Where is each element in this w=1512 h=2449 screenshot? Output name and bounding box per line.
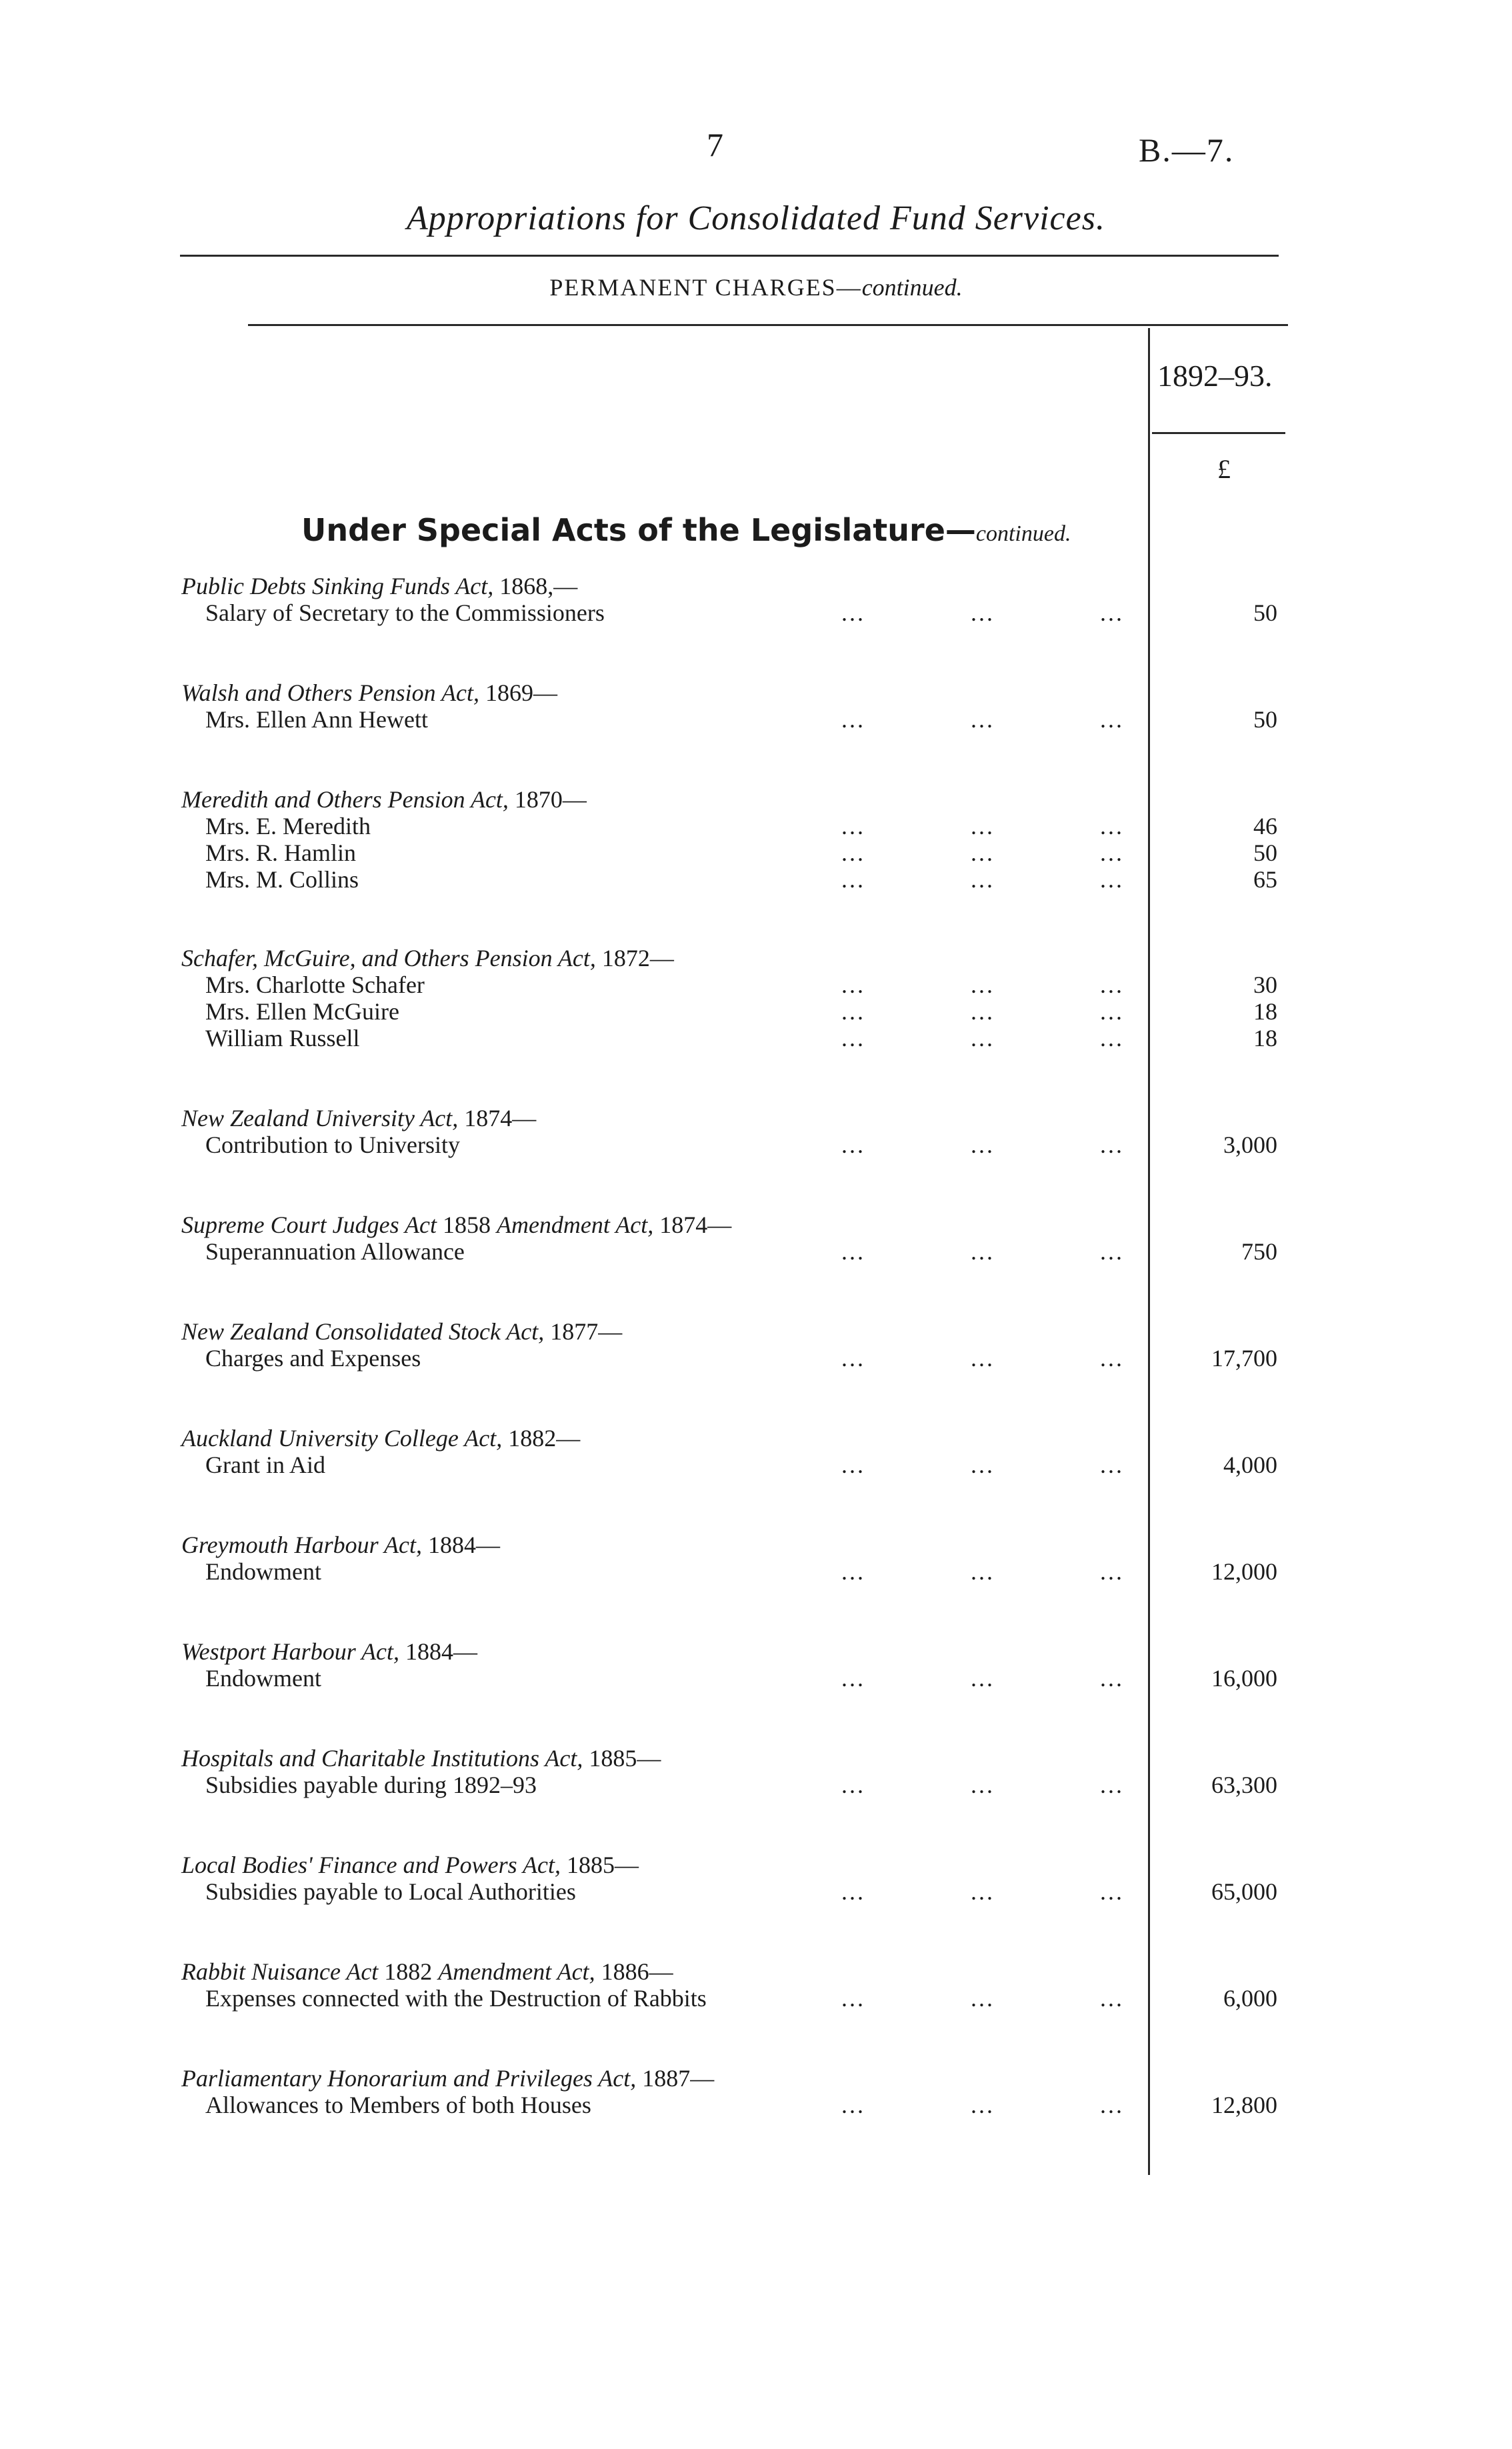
- leader-dots: ...: [971, 2092, 995, 2118]
- act-title: [181, 944, 674, 972]
- section-heading-continued: continued.: [975, 521, 1071, 546]
- leader-dots: ...: [841, 1985, 865, 2012]
- leader-dots: ...: [1100, 706, 1124, 733]
- act-title-italic: Schafer, McGuire, and Others Pension Act,: [181, 945, 596, 971]
- item-amount: 16,000: [1211, 1665, 1277, 1692]
- leader-dots: ...: [1100, 998, 1124, 1025]
- leader-dots: ...: [971, 1025, 995, 1051]
- leader-dots: ...: [1100, 1878, 1124, 1905]
- item-amount: 63,300: [1211, 1772, 1277, 1798]
- act-title-text: 1869—: [479, 679, 557, 706]
- leader-dots: ...: [971, 998, 995, 1025]
- act-title: [181, 785, 587, 813]
- item-amount: 3,000: [1223, 1131, 1277, 1158]
- leader-dots: ...: [841, 1452, 865, 1478]
- item-label: Salary of Secretary to the Commissioners: [205, 599, 605, 626]
- leader-dots: ...: [841, 971, 865, 998]
- year-column-heading: 1892–93.: [1157, 359, 1273, 393]
- leader-dots: ...: [1100, 1238, 1124, 1265]
- item-amount: 46: [1253, 813, 1277, 839]
- item-label: Mrs. R. Hamlin: [205, 839, 357, 866]
- item-label: Allowances to Members of both Houses: [205, 2092, 591, 2118]
- act-title: [181, 572, 577, 600]
- act-title-text: 1872—: [595, 945, 674, 971]
- act-title: [181, 1958, 673, 1986]
- act-title-text: 1870—: [508, 786, 587, 813]
- leader-dots: ...: [1100, 1452, 1124, 1478]
- act-title-italic: Local Bodies' Finance and Powers Act,: [181, 1852, 561, 1878]
- leader-dots: ...: [971, 1345, 995, 1372]
- leader-dots: ...: [1100, 813, 1124, 839]
- leader-dots: ...: [841, 2092, 865, 2118]
- leader-dots: ...: [1100, 1665, 1124, 1692]
- leader-dots: ...: [1100, 1772, 1124, 1798]
- leader-dots: ...: [841, 813, 865, 839]
- leader-dots: ...: [841, 866, 865, 893]
- year-heading-rule: [1152, 432, 1285, 434]
- act-title-italic: Parliamentary Honorarium and Privileges Act,: [181, 2065, 637, 2092]
- item-amount: 750: [1241, 1238, 1277, 1265]
- leader-dots: ...: [841, 1665, 865, 1692]
- act-title-italic: Hospitals and Charitable Institutions Act,: [181, 1745, 583, 1772]
- leader-dots: ...: [1100, 1025, 1124, 1051]
- leader-dots: ...: [841, 1238, 865, 1265]
- leader-dots: ...: [971, 599, 995, 626]
- leader-dots: ...: [841, 1025, 865, 1051]
- leader-dots: ...: [971, 1452, 995, 1478]
- item-label: Superannuation Allowance: [205, 1238, 465, 1265]
- leader-dots: ...: [971, 1772, 995, 1798]
- item-amount: 17,700: [1211, 1345, 1277, 1372]
- item-amount: 50: [1253, 599, 1277, 626]
- subtitle-main: PERMANENT CHARGES—: [549, 274, 862, 301]
- act-title-italic: Amendment Act,: [438, 1958, 595, 1985]
- act-title-text: 1882—: [502, 1425, 581, 1452]
- leader-dots: ...: [841, 706, 865, 733]
- title-rule: [180, 255, 1279, 257]
- act-title-text: 1887—: [636, 2065, 715, 2092]
- leader-dots: ...: [971, 839, 995, 866]
- item-label: Mrs. Charlotte Schafer: [205, 971, 425, 998]
- leader-dots: ...: [971, 1985, 995, 2012]
- item-label: Mrs. M. Collins: [205, 866, 359, 893]
- act-title: [181, 1744, 661, 1772]
- leader-dots: ...: [1100, 839, 1124, 866]
- item-label: Charges and Expenses: [205, 1345, 421, 1372]
- act-title-text: 1877—: [544, 1318, 623, 1345]
- leader-dots: ...: [1100, 1558, 1124, 1585]
- act-title: [181, 1318, 622, 1346]
- act-title-text: 1884—: [421, 1532, 500, 1558]
- item-label: Endowment: [205, 1665, 321, 1692]
- leader-dots: ...: [1100, 599, 1124, 626]
- act-title-italic: Westport Harbour Act,: [181, 1638, 400, 1665]
- item-label: Subsidies payable during 1892–93: [205, 1772, 537, 1798]
- act-title-text: 1874—: [458, 1105, 537, 1131]
- item-label: Subsidies payable to Local Authorities: [205, 1878, 576, 1905]
- item-label: William Russell: [205, 1025, 360, 1051]
- item-amount: 6,000: [1223, 1985, 1277, 2012]
- act-title-italic: New Zealand University Act,: [181, 1105, 459, 1131]
- subtitle: [0, 273, 1512, 301]
- leader-dots: ...: [971, 866, 995, 893]
- act-title: [181, 1424, 580, 1452]
- document-reference: B.—7.: [1139, 131, 1235, 169]
- act-title: [181, 1638, 477, 1666]
- leader-dots: ...: [841, 1345, 865, 1372]
- section-heading: [301, 512, 1071, 548]
- item-label: Mrs. Ellen Ann Hewett: [205, 706, 428, 733]
- act-title: [181, 1531, 500, 1559]
- item-amount: 50: [1253, 706, 1277, 733]
- act-title-italic: Supreme Court Judges Act: [181, 1211, 437, 1238]
- page-title: Appropriations for Consolidated Fund Services.: [407, 199, 1105, 237]
- section-heading-text: Under Special Acts of the Legislature—: [301, 512, 976, 548]
- act-title: [181, 1851, 639, 1879]
- item-amount: 30: [1253, 971, 1277, 998]
- leader-dots: ...: [1100, 971, 1124, 998]
- act-title-italic: New Zealand Consolidated Stock Act,: [181, 1318, 545, 1345]
- act-title-italic: Greymouth Harbour Act,: [181, 1532, 422, 1558]
- act-title-italic: Amendment Act,: [496, 1211, 654, 1238]
- item-label: Mrs. Ellen McGuire: [205, 998, 399, 1025]
- act-title-text: 1885—: [560, 1852, 639, 1878]
- leader-dots: ...: [971, 1665, 995, 1692]
- act-title: [181, 2064, 714, 2092]
- leader-dots: ...: [1100, 1131, 1124, 1158]
- act-title-text: 1858: [436, 1211, 497, 1238]
- act-title-italic: Rabbit Nuisance Act: [181, 1958, 379, 1985]
- item-amount: 12,000: [1211, 1558, 1277, 1585]
- leader-dots: ...: [1100, 2092, 1124, 2118]
- item-label: Expenses connected with the Destruction of Rabbits: [205, 1985, 707, 2012]
- item-amount: 12,800: [1211, 2092, 1277, 2118]
- item-label: Endowment: [205, 1558, 321, 1585]
- act-title-italic: Walsh and Others Pension Act,: [181, 679, 479, 706]
- leader-dots: ...: [971, 706, 995, 733]
- currency-symbol: £: [1217, 454, 1231, 484]
- leader-dots: ...: [841, 1131, 865, 1158]
- leader-dots: ...: [841, 1558, 865, 1585]
- leader-dots: ...: [971, 1131, 995, 1158]
- leader-dots: ...: [841, 839, 865, 866]
- subtitle-continued: continued.: [861, 274, 963, 301]
- act-title-text: 1886—: [595, 1958, 673, 1985]
- subtitle-rule: [248, 324, 1288, 326]
- page-number: 7: [707, 126, 723, 163]
- act-title: [181, 1211, 731, 1239]
- item-amount: 4,000: [1223, 1452, 1277, 1478]
- item-label: Contribution to University: [205, 1131, 460, 1158]
- leader-dots: ...: [971, 1238, 995, 1265]
- amount-column-rule: [1148, 328, 1150, 2175]
- item-amount: 50: [1253, 839, 1277, 866]
- leader-dots: ...: [841, 599, 865, 626]
- leader-dots: ...: [971, 971, 995, 998]
- item-amount: 65,000: [1211, 1878, 1277, 1905]
- act-title: [181, 679, 557, 707]
- act-title-text: 1874—: [653, 1211, 732, 1238]
- leader-dots: ...: [841, 1772, 865, 1798]
- item-label: Mrs. E. Meredith: [205, 813, 371, 839]
- act-title-italic: Auckland University College Act,: [181, 1425, 503, 1452]
- act-title-italic: Meredith and Others Pension Act,: [181, 786, 509, 813]
- act-title-text: 1868,—: [493, 573, 578, 599]
- item-amount: 18: [1253, 998, 1277, 1025]
- act-title-italic: Public Debts Sinking Funds Act,: [181, 573, 494, 599]
- act-title-text: 1885—: [583, 1745, 661, 1772]
- item-amount: 18: [1253, 1025, 1277, 1051]
- item-label: Grant in Aid: [205, 1452, 325, 1478]
- leader-dots: ...: [841, 1878, 865, 1905]
- act-title-text: 1884—: [399, 1638, 478, 1665]
- leader-dots: ...: [841, 998, 865, 1025]
- leader-dots: ...: [1100, 866, 1124, 893]
- leader-dots: ...: [971, 1558, 995, 1585]
- leader-dots: ...: [971, 1878, 995, 1905]
- act-title-text: 1882: [378, 1958, 439, 1985]
- leader-dots: ...: [1100, 1345, 1124, 1372]
- leader-dots: ...: [971, 813, 995, 839]
- item-amount: 65: [1253, 866, 1277, 893]
- leader-dots: ...: [1100, 1985, 1124, 2012]
- act-title: [181, 1104, 536, 1132]
